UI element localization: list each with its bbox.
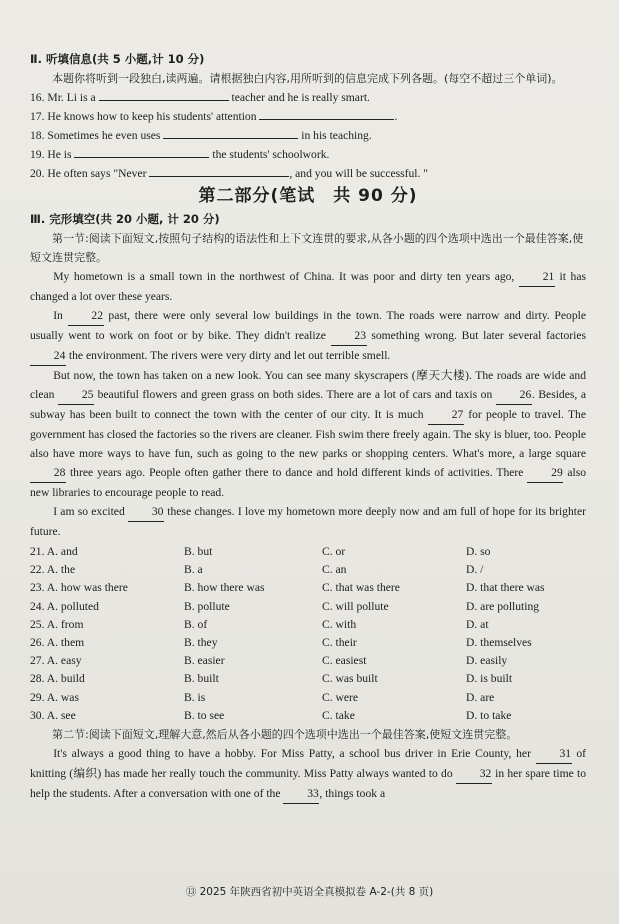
option-choice[interactable]: D. /	[466, 563, 484, 577]
cloze-options	[30, 543, 586, 725]
passage-paragraph	[30, 267, 586, 306]
option-row-26	[30, 634, 586, 652]
option-choice[interactable]: C. that was there	[322, 581, 400, 595]
cloze-passage	[30, 267, 586, 541]
option-choice[interactable]: C. will pollute	[322, 599, 389, 613]
passage-text: for people to travel. The government has closed the factories so the rivers are cleaner. Fish swim there freely again. The sky is bluer, too. People also have more ways to have fun, such as going to the new parks or shopping centers. What's more, a large square	[30, 408, 586, 460]
option-choice[interactable]: 23. A. how was there	[30, 581, 128, 595]
blank-number-21[interactable]: 21	[519, 267, 555, 287]
blank-number-31[interactable]: 31	[536, 744, 572, 764]
passage-text: these changes. I love my hometown more deeply now and am full of hope for its brighter future.	[30, 505, 587, 538]
option-choice[interactable]: D. themselves	[466, 636, 532, 650]
option-choice[interactable]: C. with	[322, 617, 357, 631]
option-choice[interactable]: B. they	[184, 636, 218, 650]
passage-text: It's always a good thing to have a hobby. For Miss Patty, a school bus driver in Erie County, her	[53, 747, 536, 761]
option-choice[interactable]: B. is	[184, 690, 206, 704]
answer-blank[interactable]	[99, 88, 229, 101]
answer-blank[interactable]	[149, 164, 289, 177]
passage-text: three years ago. People often gather there to dance and hold different kinds of activities. There	[66, 466, 528, 479]
option-choice[interactable]: D. easily	[466, 654, 508, 668]
option-row-27	[30, 652, 586, 670]
listening-item-16: 16. Mr. Li is a teacher and he is really smart.	[30, 88, 586, 107]
option-row-25	[30, 616, 586, 634]
option-choice[interactable]: 27. A. easy	[30, 654, 82, 668]
option-choice[interactable]: 30. A. see	[30, 708, 76, 722]
option-choice[interactable]: C. an	[322, 563, 347, 577]
passage-text: past, there were only several low buildings in the town. The roads were narrow and dirty. People usually went to work on foot or by bike. They didn't realize	[30, 309, 586, 342]
blank-number-24[interactable]: 24	[30, 346, 66, 366]
blank-number-25[interactable]: 25	[58, 385, 94, 405]
option-choice[interactable]: 26. A. them	[30, 636, 85, 650]
blank-number-30[interactable]: 30	[128, 502, 164, 522]
passage-text: in her spare time to help the students. After a conversation with one of the	[30, 767, 586, 801]
passage-text: also new libraries to encourage people to read.	[30, 466, 586, 499]
option-choice[interactable]: C. were	[322, 690, 359, 704]
blank-number-22[interactable]: 22	[68, 306, 104, 326]
option-row-29	[30, 689, 586, 707]
passage-text: I am so excited	[53, 505, 129, 518]
option-choice[interactable]: C. was built	[322, 672, 378, 686]
option-row-24	[30, 598, 586, 616]
listening-item-17: 17. He knows how to keep his students' attention .	[30, 107, 586, 126]
option-choice[interactable]: D. to take	[466, 708, 512, 722]
passage-text: of knitting (编织) has made her really touch the community. Miss Patty always wanted to do	[30, 747, 586, 781]
passage-text: it has changed a lot over these years.	[30, 270, 586, 303]
option-choice[interactable]: B. built	[184, 672, 219, 686]
option-choice[interactable]: 24. A. polluted	[30, 599, 99, 613]
option-choice[interactable]: 25. A. from	[30, 617, 84, 631]
option-choice[interactable]: B. how there was	[184, 581, 265, 595]
answer-blank[interactable]	[74, 145, 209, 158]
page-footer: ⑬ 2025 年陕西省初中英语全真模拟卷 A-2-(共 8 页)	[185, 886, 434, 898]
option-choice[interactable]: D. are polluting	[466, 599, 540, 613]
passage-paragraph	[30, 502, 586, 541]
option-choice[interactable]: C. their	[322, 636, 357, 650]
listening-section-title: Ⅱ. 听填信息(共 5 小题,计 10 分)	[30, 52, 205, 66]
option-choice[interactable]: C. easiest	[322, 654, 367, 668]
blank-number-27[interactable]: 27	[428, 405, 464, 425]
passage-text: the environment. The rivers were very dirty and let out terrible smell.	[66, 349, 391, 362]
option-choice[interactable]: B. to see	[184, 708, 225, 722]
option-row-23	[30, 579, 586, 597]
option-row-30	[30, 707, 586, 725]
option-choice[interactable]: C. or	[322, 545, 346, 558]
passage-text: , things took a	[319, 787, 386, 801]
option-choice[interactable]: C. take	[322, 708, 355, 722]
passage-paragraph	[30, 366, 586, 502]
listening-item-19: 19. He is the students' schoolwork.	[30, 145, 586, 164]
listening-instruction: 本题你将听到一段独白,读两遍。请根据独白内容,用所听到的信息完成下列各题。(每空不超过三个单词)。	[52, 72, 563, 85]
listening-item-20: 20. He often says "Never , and you will be successful. "	[30, 164, 586, 183]
option-choice[interactable]: 22. A. the	[30, 563, 76, 577]
option-choice[interactable]: B. of	[184, 617, 208, 631]
cloze-section1-instruction: 第一节:阅读下面短文,按照句子结构的语法性和上下文连贯的要求,从各小题的四个选项中选出一个最佳答案,使短文连贯完整。	[30, 232, 584, 264]
blank-number-32[interactable]: 32	[456, 764, 492, 784]
blank-number-23[interactable]: 23	[331, 326, 367, 346]
option-choice[interactable]: D. at	[466, 617, 489, 631]
passage-text: . Besides, a subway has been built to connect the town with the center of our city. It is much	[30, 388, 586, 421]
option-choice[interactable]: D. that there was	[466, 581, 545, 595]
blank-number-33[interactable]: 33	[283, 784, 319, 804]
passage-paragraph	[30, 306, 586, 366]
option-row-22	[30, 561, 586, 579]
cloze-passage-2	[30, 744, 586, 804]
option-choice[interactable]: B. a	[184, 563, 203, 577]
listening-item-18: 18. Sometimes he even uses in his teaching.	[30, 126, 586, 145]
answer-blank[interactable]	[259, 107, 394, 120]
option-choice[interactable]: 29. A. was	[30, 690, 79, 704]
option-choice[interactable]: D. is built	[466, 672, 513, 686]
passage-text: In	[53, 309, 68, 322]
page-content	[30, 50, 586, 804]
answer-blank[interactable]	[163, 126, 298, 139]
blank-number-26[interactable]: 26	[496, 385, 532, 405]
part-two-title: 第二部分(笔试 共 90 分)	[198, 186, 418, 206]
passage-text: But now, the town has taken on a new look. You can see many skyscrapers (摩天大楼). The roads are wide and clean	[30, 369, 586, 401]
option-row-21	[30, 543, 586, 561]
option-choice[interactable]: D. so	[466, 545, 491, 558]
passage-text: something wrong. But later several factories	[366, 329, 586, 342]
option-choice[interactable]: 28. A. build	[30, 672, 85, 686]
passage-text: My hometown is a small town in the northwest of China. It was poor and dirty ten years ago,	[53, 270, 519, 283]
cloze-section-title: Ⅲ. 完形填空(共 20 小题, 计 20 分)	[30, 212, 220, 226]
option-choice[interactable]: 21. A. and	[30, 545, 78, 558]
blank-number-29[interactable]: 29	[527, 463, 563, 483]
option-choice[interactable]: D. are	[466, 690, 495, 704]
option-choice[interactable]: B. but	[184, 545, 213, 558]
option-row-28	[30, 670, 586, 688]
blank-number-28[interactable]: 28	[30, 463, 66, 483]
cloze-section2-instruction: 第二节:阅读下面短文,理解大意,然后从各小题的四个选项中选出一个最佳答案,使短文连贯完整。	[52, 728, 518, 742]
option-choice[interactable]: B. pollute	[184, 599, 230, 613]
passage-paragraph	[30, 744, 586, 804]
option-choice[interactable]: B. easier	[184, 654, 225, 668]
passage-text: beautiful flowers and green grass on both sides. There are a lot of cars and taxis on	[94, 388, 496, 401]
